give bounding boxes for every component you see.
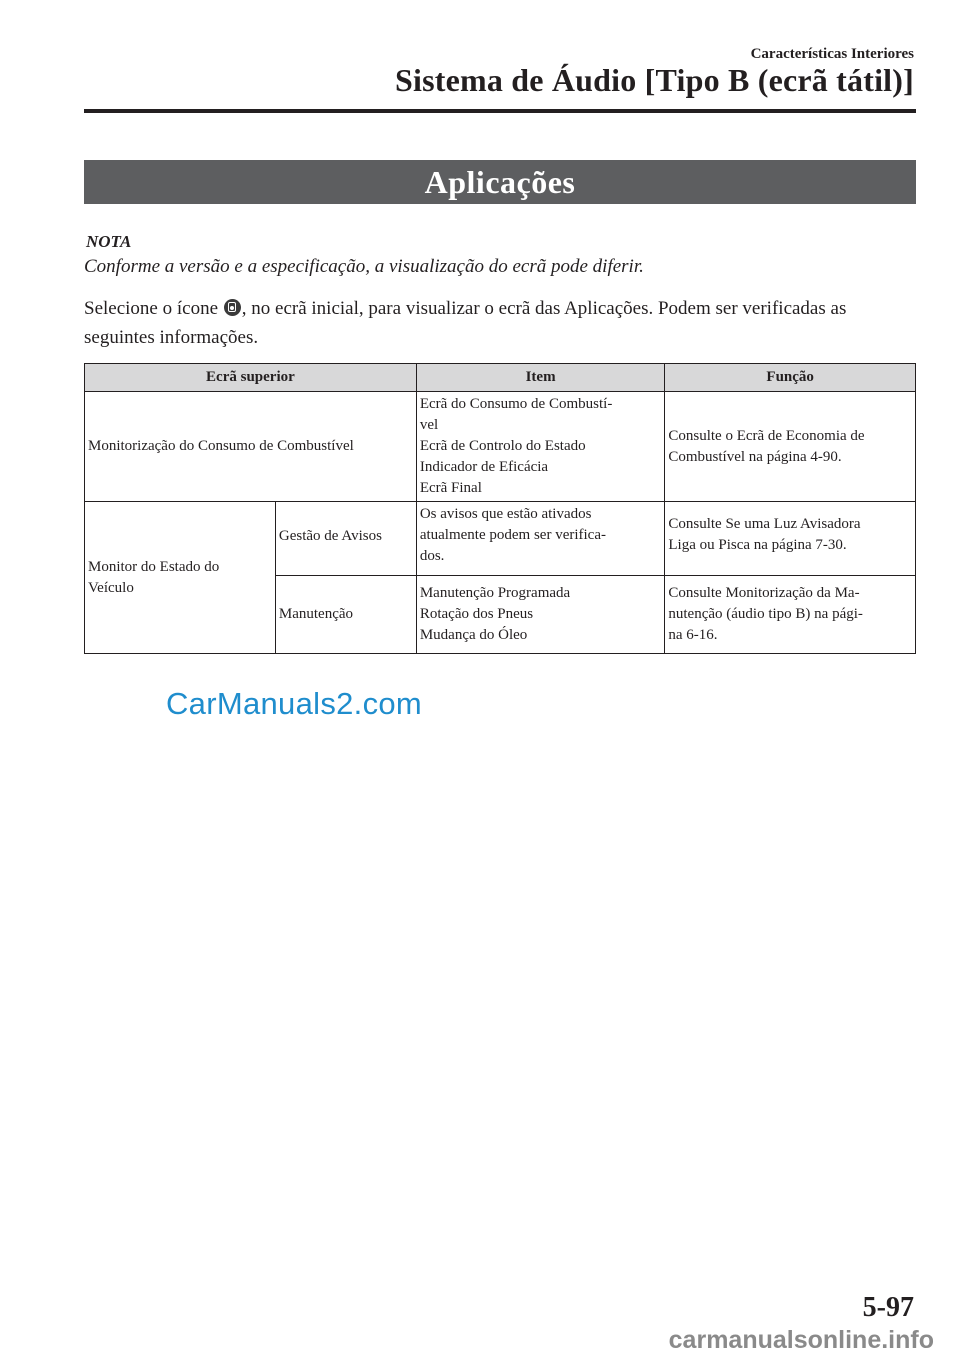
intro-text-end: , no ecrã inicial, para visualizar o ecrã das Aplicações. Podem ser verificadas as seguintes informações. <box>84 298 847 348</box>
header-rule <box>84 109 916 113</box>
footer-watermark: carmanualsonline.info <box>668 1326 934 1354</box>
function-line: Consulte Monitorização da Ma- <box>668 585 860 601</box>
cell-fuel-items <box>416 392 665 502</box>
item-line: Ecrã de Controlo do Estado <box>419 438 586 454</box>
watermark-logo: CarManuals2.com <box>166 686 423 721</box>
header-top-screen: Ecrã superior <box>85 364 417 392</box>
item-line: Ecrã Final <box>419 480 482 496</box>
function-line: Consulte Se uma Luz Avisadora <box>668 516 861 532</box>
cell-fuel-monitor: Monitorização do Consumo de Combustível <box>85 392 417 502</box>
cell-fuel-function <box>665 392 916 502</box>
applications-table <box>84 363 916 654</box>
table-row <box>85 392 916 502</box>
cell-maintenance-item: Manutenção <box>275 576 416 654</box>
function-line: Liga ou Pisca na página 7-30. <box>668 537 847 553</box>
cell-warnings-detail <box>416 502 665 576</box>
intro-text-start: Selecione o ícone <box>84 298 223 319</box>
chapter-title: Sistema de Áudio [Tipo B (ecrã tátil)] <box>395 62 914 98</box>
detail-line: Os avisos que estão ativados <box>419 506 592 522</box>
table-row <box>85 502 916 576</box>
function-line: Combustível na página 4-90. <box>668 448 842 465</box>
cell-warnings-function <box>665 502 916 576</box>
item-line: vel <box>419 417 439 433</box>
header-item: Item <box>416 364 665 392</box>
detail-line: Rotação dos Pneus <box>419 606 534 622</box>
detail-line: dos. <box>419 548 445 564</box>
cell-maintenance-function <box>665 576 916 654</box>
page-number: 5-97 <box>862 1292 914 1323</box>
item-line: Ecrã do Consumo de Combustí- <box>419 396 613 412</box>
cell-warnings-item: Gestão de Avisos <box>275 502 416 576</box>
section-name: Características Interiores <box>750 46 914 62</box>
detail-line: atualmente podem ser verifica- <box>419 527 606 543</box>
note-label: NOTA <box>86 232 132 251</box>
intro-paragraph <box>84 294 914 352</box>
table-header-row <box>85 364 916 392</box>
note-text: Conforme a versão e a especificação, a visualização do ecrã pode diferir. <box>84 256 644 277</box>
cell-maintenance-detail <box>416 576 665 654</box>
item-line: Indicador de Eficácia <box>419 459 549 475</box>
header-function: Função <box>665 364 916 392</box>
screen-line: Veículo <box>88 579 134 596</box>
function-line: Consulte o Ecrã de Economia de <box>668 427 865 444</box>
detail-line: Mudança do Óleo <box>419 627 528 643</box>
detail-line: Manutenção Programada <box>419 585 571 601</box>
function-line: nutenção (áudio tipo B) na pági- <box>668 606 863 622</box>
function-line: na 6-16. <box>668 627 718 643</box>
applications-icon <box>224 299 241 316</box>
section-banner: Aplicações <box>84 160 916 204</box>
cell-vehicle-status <box>85 502 276 654</box>
screen-line: Monitor do Estado do <box>88 558 220 575</box>
